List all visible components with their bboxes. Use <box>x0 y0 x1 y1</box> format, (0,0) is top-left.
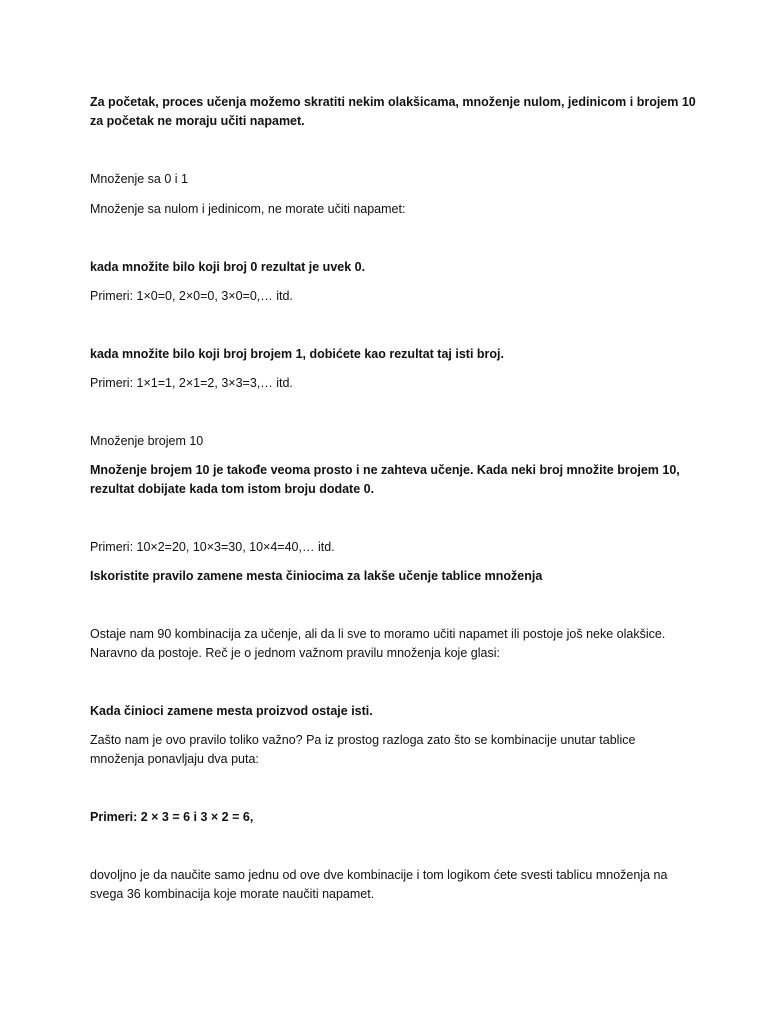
examples-ten: Primeri: 10×2=20, 10×3=30, 10×4=40,… itd. <box>90 540 335 554</box>
examples-zero: Primeri: 1×0=0, 2×0=0, 3×0=0,… itd. <box>90 289 293 303</box>
text-remaining-line-2: Naravno da postoje. Reč je o jednom važnom pravilu množenja koje glasi: <box>90 646 500 660</box>
text-multiply-0-1: Množenje sa nulom i jedinicom, ne morate učiti napamet: <box>90 202 406 216</box>
heading-multiply-0-1: Množenje sa 0 i 1 <box>90 172 188 186</box>
heading-commutative: Iskoristite pravilo zamene mesta činiocima za lakše učenje tablice množenja <box>90 569 543 583</box>
intro-line-1: Za početak, proces učenja možemo skratiti nekim olakšicama, množenje nulom, jedinicom i brojem 10 <box>90 95 696 109</box>
rule-zero: kada množite bilo koji broj 0 rezultat je uvek 0. <box>90 260 366 274</box>
text-conclusion-line-1: dovoljno je da naučite samo jednu od ove dve kombinacije i tom logikom ćete svesti tablicu množenja na <box>90 868 668 882</box>
text-conclusion-line-2: svega 36 kombinacija koje morate naučiti napamet. <box>90 887 375 901</box>
rule-one: kada množite bilo koji broj brojem 1, dobićete kao rezultat taj isti broj. <box>90 347 504 361</box>
rule-ten-line-2: rezultat dobijate kada tom istom broju dodate 0. <box>90 482 375 496</box>
text-why-line-1: Zašto nam je ovo pravilo toliko važno? Pa iz prostog razloga zato što se kombinacije unutar tablice <box>90 733 636 747</box>
text-why-line-2: množenja ponavljaju dva puta: <box>90 752 259 766</box>
rule-ten-line-1: Množenje brojem 10 je takođe veoma prosto i ne zahteva učenje. Kada neki broj množite brojem 10, <box>90 463 680 477</box>
rule-commutative: Kada činioci zamene mesta proizvod ostaje isti. <box>90 704 373 718</box>
examples-commutative: Primeri: 2 × 3 = 6 i 3 × 2 = 6, <box>90 810 254 824</box>
intro-line-2: za početak ne moraju učiti napamet. <box>90 114 305 128</box>
heading-multiply-10: Množenje brojem 10 <box>90 434 204 448</box>
text-remaining-line-1: Ostaje nam 90 kombinacija za učenje, ali da li sve to moramo učiti napamet ili postoje još neke olakšice. <box>90 627 666 641</box>
examples-one: Primeri: 1×1=1, 2×1=2, 3×3=3,… itd. <box>90 376 293 390</box>
